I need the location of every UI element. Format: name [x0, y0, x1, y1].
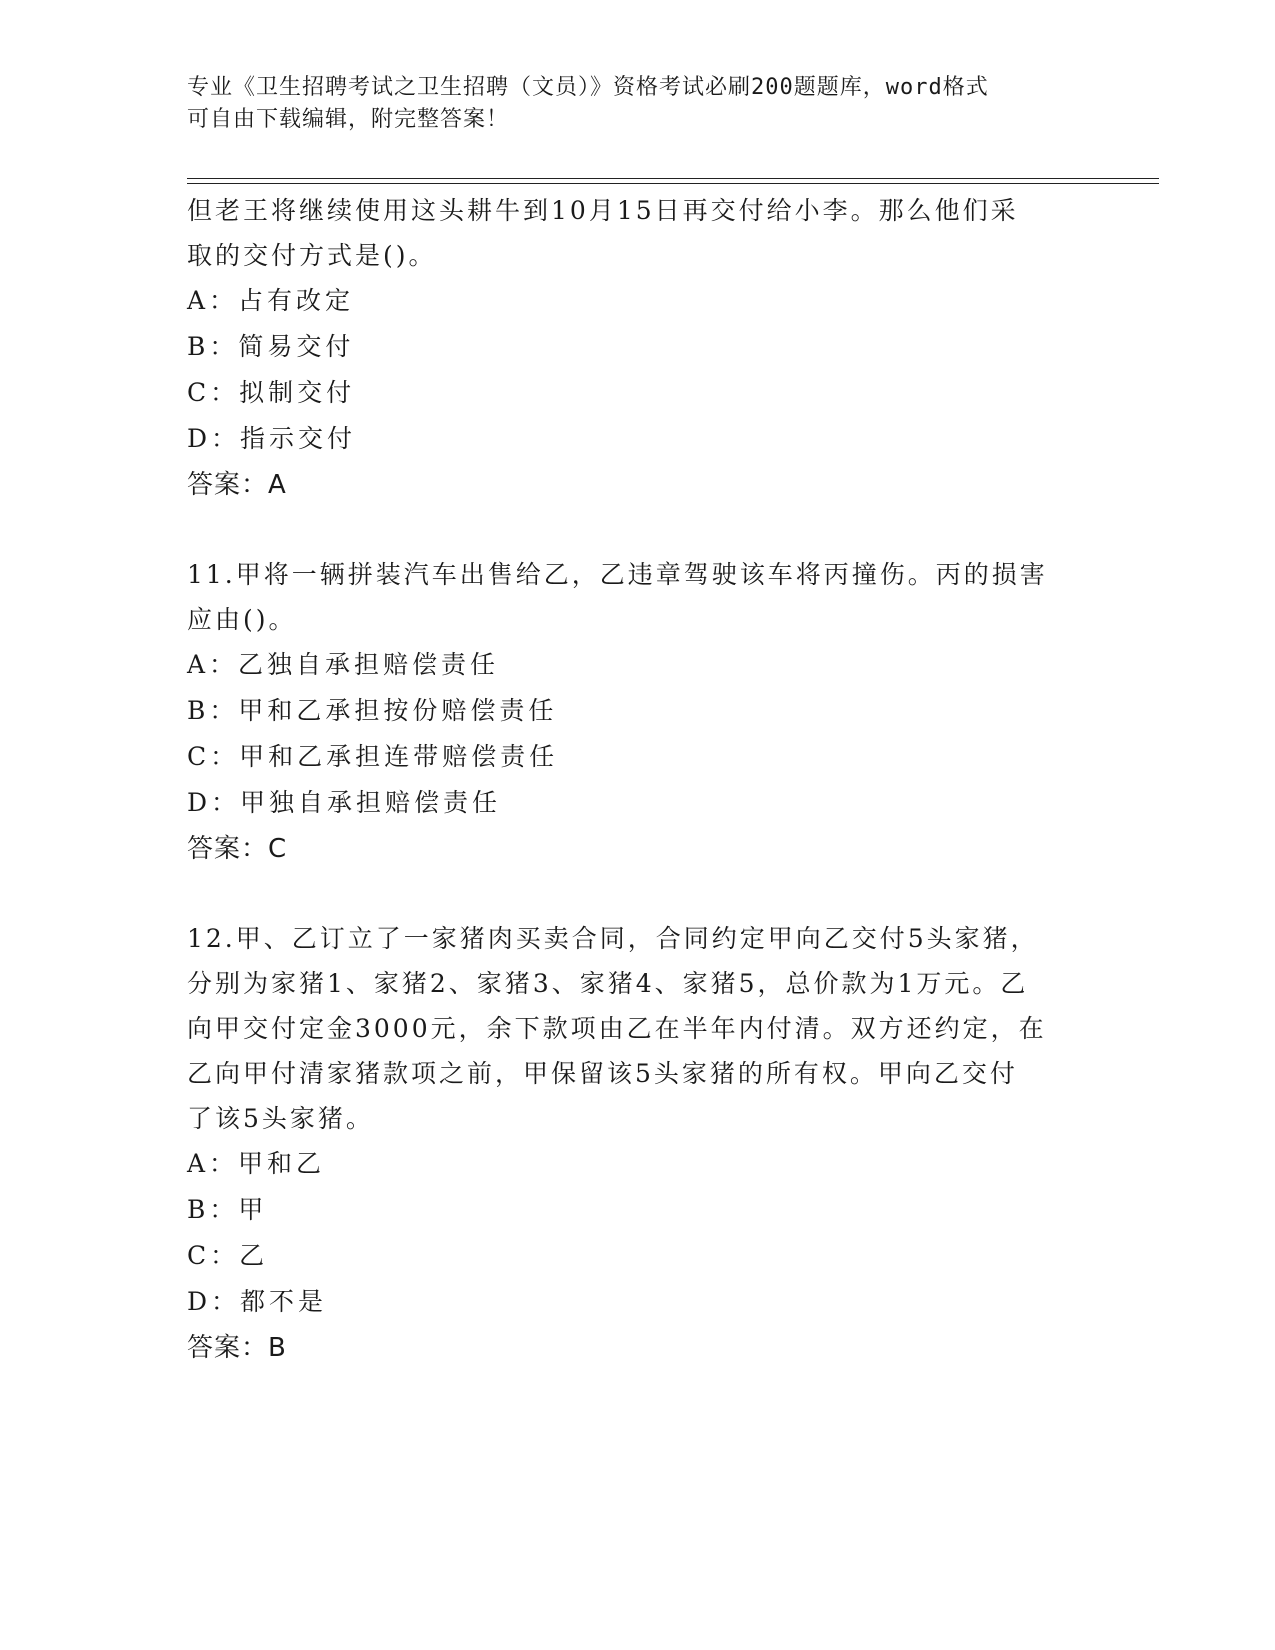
question-10 [187, 188, 1087, 508]
question-12 [187, 916, 1087, 1371]
question-stem-line: 向甲交付定金3000元，余下款项由乙在半年内付清。双方还约定，在 [187, 1014, 1047, 1043]
question-stem-line: 取的交付方式是()。 [187, 241, 437, 270]
question-stem-line: 但老王将继续使用这头耕牛到10月15日再交付给小李。那么他们采 [187, 196, 1019, 225]
header-divider-bottom [187, 183, 1159, 184]
question-stem-line: 分别为家猪1、家猪2、家猪3、家猪4、家猪5，总价款为1万元。乙 [187, 969, 1029, 998]
answer-line: 答案：B [187, 1333, 287, 1363]
document-header [187, 72, 1087, 136]
question-stem-line: 12.甲、乙订立了一家猪肉买卖合同，合同约定甲向乙交付5头家猪， [187, 924, 1039, 953]
option-a: A：乙独自承担赔偿责任 [187, 650, 500, 679]
option-c: C：乙 [187, 1241, 269, 1270]
question-11 [187, 552, 1087, 872]
option-a: A：甲和乙 [187, 1149, 326, 1178]
option-c: C：甲和乙承担连带赔偿责任 [187, 742, 559, 771]
option-c: C：拟制交付 [187, 378, 356, 407]
question-stem-line: 了该5头家猪。 [187, 1104, 374, 1133]
question-stem-line: 11.甲将一辆拼装汽车出售给乙，乙违章驾驶该车将丙撞伤。丙的损害 [187, 560, 1048, 589]
option-d: D：甲独自承担赔偿责任 [187, 788, 502, 817]
option-b: B：简易交付 [187, 332, 355, 361]
option-b: B：甲和乙承担按份赔偿责任 [187, 696, 558, 725]
option-d: D：指示交付 [187, 424, 357, 453]
question-stem-line: 乙向甲付清家猪款项之前，甲保留该5头家猪的所有权。甲向乙交付 [187, 1059, 1018, 1088]
header-line-2: 可自由下载编辑，附完整答案！ [187, 107, 510, 132]
answer-line: 答案：A [187, 470, 287, 500]
question-stem-line: 应由()。 [187, 605, 297, 634]
option-a: A：占有改定 [187, 286, 355, 315]
answer-line: 答案：C [187, 834, 288, 864]
option-d: D：都不是 [187, 1287, 328, 1316]
question-list [187, 188, 1087, 1371]
option-b: B：甲 [187, 1195, 268, 1224]
header-line-1: 专业《卫生招聘考试之卫生招聘（文员）》资格考试必刷200题题库，word格式 [187, 75, 989, 100]
header-divider-top [187, 178, 1159, 179]
